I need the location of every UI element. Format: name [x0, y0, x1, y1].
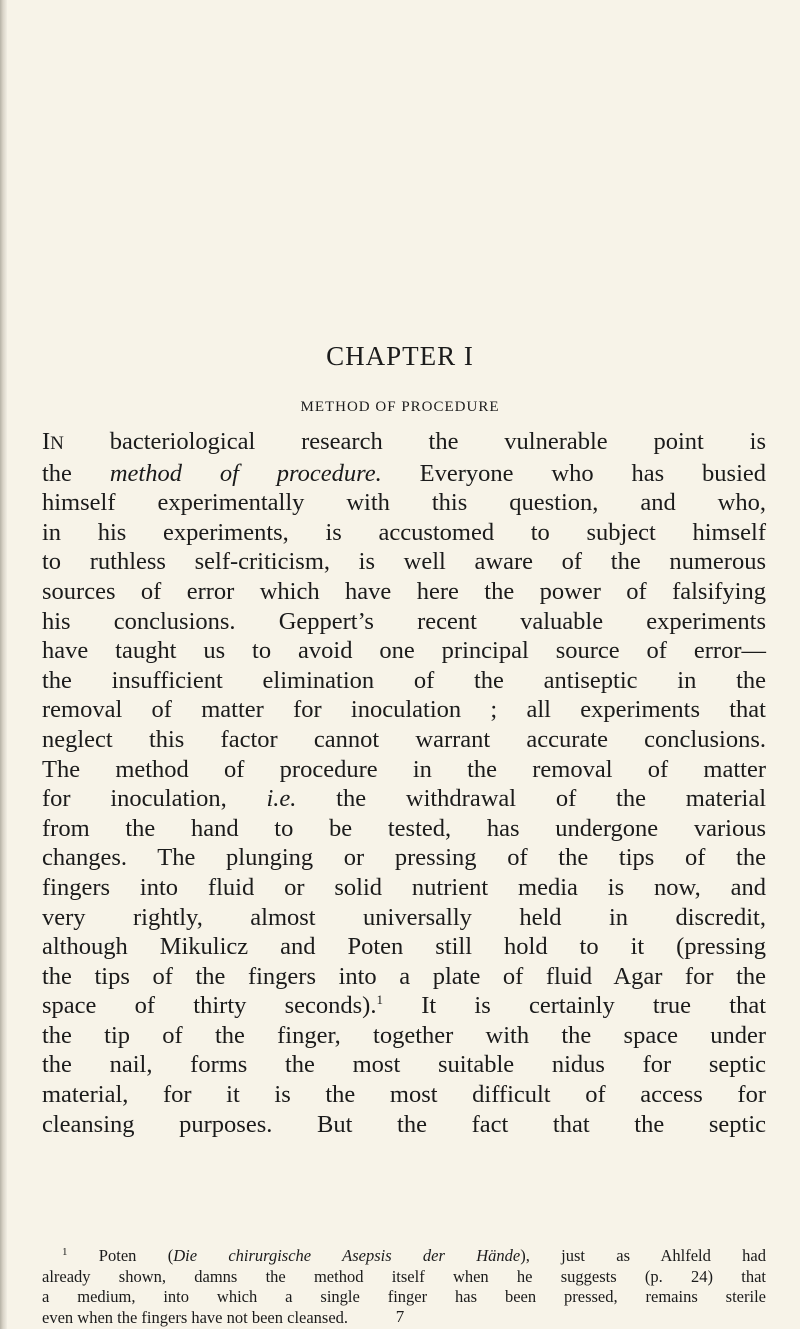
text-line [42, 814, 766, 844]
footnote-line [42, 1287, 766, 1308]
text-line [42, 666, 766, 696]
footnote-reference: 1 [376, 992, 383, 1008]
body-paragraph [42, 427, 766, 1139]
footnote-line [42, 1246, 766, 1267]
small-caps-opening: I [42, 428, 51, 455]
text-run: from the hand to be tested, has undergone various [42, 814, 766, 842]
text-line [42, 427, 766, 459]
text-line [42, 636, 766, 666]
text-run: his conclusions. Geppert’s recent valuable experiments [42, 607, 766, 635]
footnote-marker: 1 [62, 1245, 68, 1258]
text-line [42, 1080, 766, 1110]
text-run: a medium, into which a single finger has been pressed, remains sterile [42, 1287, 766, 1306]
text-line [42, 1110, 766, 1140]
text-run: the withdrawal of the material [296, 785, 767, 813]
text-run: Poten ( [67, 1246, 174, 1265]
text-run: bacteriological research the vulnerable point is [63, 428, 766, 455]
text-line [42, 1050, 766, 1080]
text-run: in his experiments, is accustomed to subject himself [42, 518, 766, 546]
text-run: changes. The plunging or pressing of the tips of the [42, 844, 766, 872]
text-line [42, 1021, 766, 1051]
text-run: neglect this factor cannot warrant accurate conclusions. [42, 725, 766, 753]
small-caps-opening: N [50, 433, 64, 454]
italic-text: i.e. [266, 785, 297, 813]
text-line [42, 932, 766, 962]
text-run: the tip of the finger, together with the space under [42, 1021, 766, 1049]
text-run: fingers into fluid or solid nutrient media is now, and [42, 873, 766, 901]
text-run: already shown, damns the method itself when he suggests (p. 24) that [42, 1266, 766, 1286]
text-line [42, 577, 766, 607]
text-line [42, 607, 766, 637]
text-run: although Mikulicz and Poten still hold to it (pressing [42, 933, 766, 961]
page-edge [0, 0, 7, 1329]
text-run: have taught us to avoid one principal source of error— [42, 637, 766, 665]
text-run: even when the fingers have not been cleansed. [42, 1307, 349, 1327]
text-line [42, 873, 766, 903]
italic-text: method of procedure. [109, 459, 382, 487]
text-line [42, 695, 766, 725]
text-run: removal of matter for inoculation ; all experiments that [42, 696, 766, 724]
footnote-line [42, 1267, 766, 1288]
text-line [42, 488, 766, 518]
text-line [42, 518, 766, 548]
text-run: space of thirty seconds). [42, 992, 377, 1020]
text-run: ), just as Ahlfeld had [520, 1246, 766, 1265]
text-line [42, 547, 766, 577]
text-run: cleansing purposes. But the fact that the septic [42, 1110, 766, 1138]
chapter-subtitle: METHOD OF PROCEDURE [300, 399, 500, 415]
text-line [42, 991, 766, 1021]
page-number: 7 [395, 1307, 405, 1326]
text-run: sources of error which have here the power of falsifying [42, 577, 766, 605]
text-run: It is certainly true that [382, 992, 766, 1020]
text-run: very rightly, almost universally held in discredit, [42, 903, 766, 931]
text-line [42, 843, 766, 873]
text-run: the tips of the fingers into a plate of fluid Agar for the [42, 962, 766, 990]
text-line [42, 459, 766, 489]
text-run: for inoculation, [42, 785, 267, 813]
italic-text: Die chirurgische Asepsis der Hände [173, 1246, 521, 1265]
text-line [42, 962, 766, 992]
text-run: himself experimentally with this question, and who, [42, 489, 766, 517]
text-run: material, for it is the most difficult of access for [42, 1081, 766, 1109]
text-run: the insufficient elimination of the antiseptic in the [42, 666, 766, 694]
chapter-title: CHAPTER I [326, 341, 474, 371]
text-run: the [42, 459, 110, 487]
text-run: Everyone who has busied [381, 459, 766, 487]
text-run: to ruthless self-criticism, is well aware of the numerous [42, 548, 766, 576]
text-line [42, 784, 766, 814]
text-line [42, 903, 766, 933]
text-line [42, 755, 766, 785]
text-line [42, 725, 766, 755]
text-run: The method of procedure in the removal of matter [42, 755, 766, 783]
text-run: the nail, forms the most suitable nidus for septic [42, 1051, 766, 1079]
